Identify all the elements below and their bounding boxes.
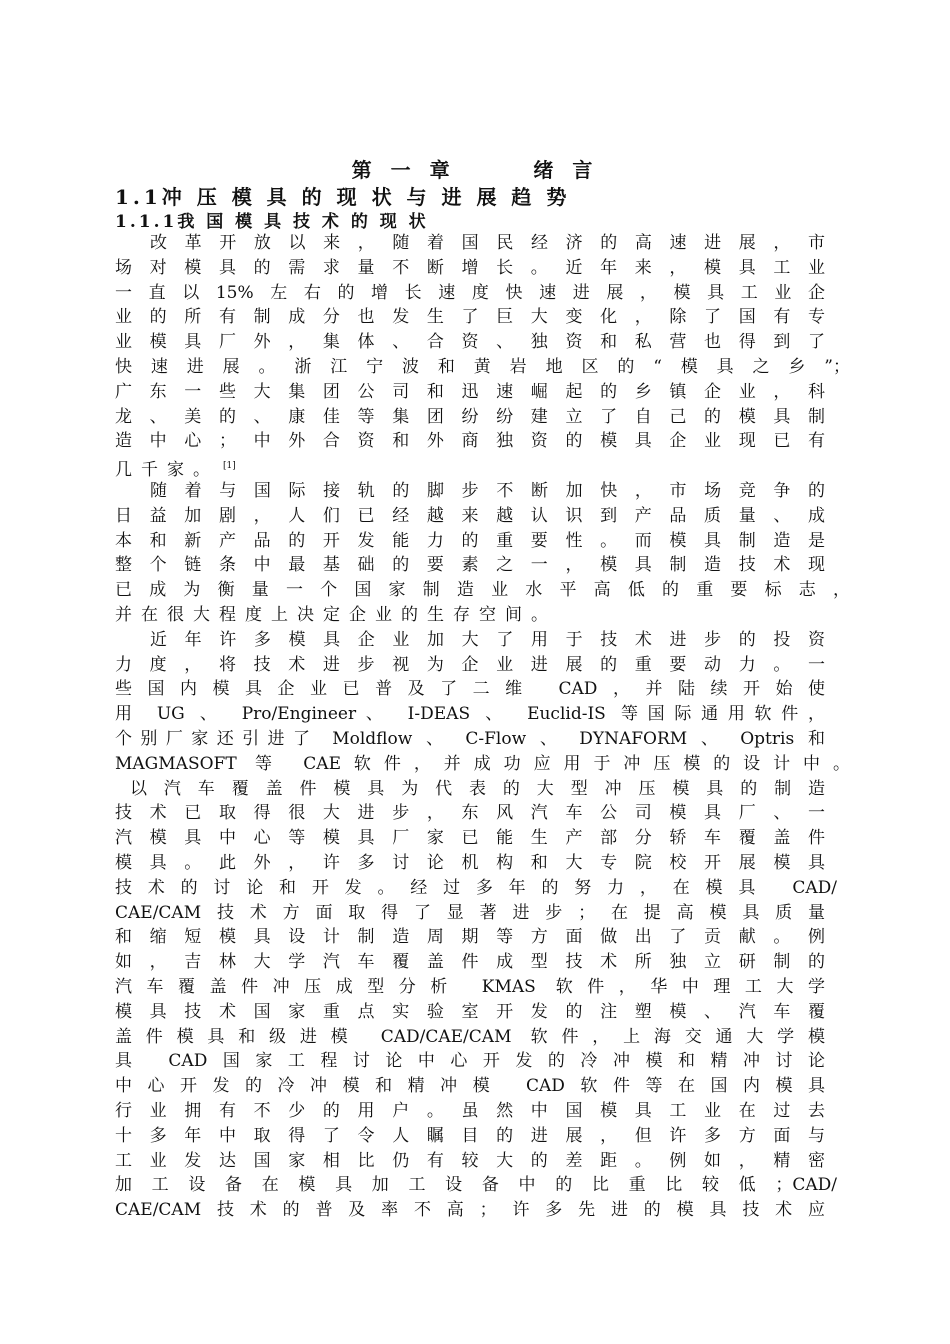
body-line: 业模具厂外，集体、合资、独资和私营也得到了 <box>115 332 825 352</box>
body-line: 和缩短模具设计制造周期等方面做出了贡献。例 <box>115 927 825 947</box>
body-line: 近年许多模具企业加大了用于技术进步的投资 <box>150 630 825 650</box>
body-line: 已成为衡量一个国家制造业水平高低的重要标志， <box>115 580 850 600</box>
body-line: 改革开放以来，随着国民经济的高速进展，市 <box>150 233 825 253</box>
body-line: 工业发达国家相比仍有较大的差距。例如，精密 <box>115 1151 825 1171</box>
body-line: 随着与国际接轨的脚步不断加快，市场竞争的 <box>150 481 825 501</box>
body-line: 用 UG 、 Pro/Engineer、 I-DEAS 、 Euclid-IS 等国际通用软件， <box>115 704 825 724</box>
body-line: MAGMASOFT 等 CAE软件，并成功应用于冲压模的设计中。 <box>115 754 850 774</box>
body-line: 力度，将技术进步视为企业进展的重要动力。一 <box>115 655 825 675</box>
body-line: 具 CAD国家工程讨论中心开发的冷冲模和精冲讨论 <box>115 1051 825 1071</box>
body-line: 技术已取得很大进步，东风汽车公司模具厂、一 <box>115 803 825 823</box>
body-line: 整个链条中最基础的要素之一，模具制造技术现 <box>115 555 825 575</box>
body-line: 盖件模具和级进模 CAD/CAE/CAM 软件，上海交通大学模 <box>115 1027 825 1047</box>
body-line: 十多年中取得了令人瞩目的进展，但许多方面与 <box>115 1126 825 1146</box>
body-line: 快速进展。浙江宁波和黄岩地区的“模具之乡”； <box>115 357 850 377</box>
body-line: CAE/CAM技术的普及率不高；许多先进的模具技术应 <box>115 1200 825 1220</box>
subsection-heading: 1.1.1我 国 模 具 技 术 的 现 状 <box>115 212 429 232</box>
body-line: CAE/CAM技术方面取得了显著进步；在提高模具质量 <box>115 903 825 923</box>
body-line: 汽车覆盖件冲压成型分析 KMAS 软件，华中理工大学 <box>115 977 825 997</box>
body-line: 业的所有制成分也发生了巨大变化，除了国有专 <box>115 307 825 327</box>
body-line: 行业拥有不少的用户。虽然中国模具工业在过去 <box>115 1101 825 1121</box>
body-line: 汽模具中心等模具厂家已能生产部分轿车覆盖件 <box>115 828 825 848</box>
body-line: 模具技术国家重点实验室开发的注塑模、汽车覆 <box>115 1002 825 1022</box>
body-line: 模具。此外，许多讨论机构和大专院校开展模具 <box>115 853 825 873</box>
body-line: 一直以15%左右的增长速度快速进展，模具工业企 <box>115 283 825 303</box>
body-line: 本和新产品的开发能力的重要性。而模具制造是 <box>115 531 825 551</box>
body-line-with-citation <box>115 454 825 479</box>
body-line: 加工设备在模具加工设备中的比重比较低；CAD/ <box>115 1175 837 1195</box>
body-line: 造中心；中外合资和外商独资的模具企业现已有 <box>115 431 825 451</box>
body-line: 龙、美的、康佳等集团纷纷建立了自己的模具制 <box>115 407 825 427</box>
chapter-title: 第 一 章 绪 言 <box>351 158 599 182</box>
body-line: 技术的讨论和开发。经过多年的努力，在模具 CAD/ <box>115 878 837 898</box>
body-line: 些国内模具企业已普及了二维 CAD，并陆续开始使 <box>115 679 825 699</box>
body-line: 广东一些大集团公司和迅速崛起的乡镇企业，科 <box>115 382 825 402</box>
body-line: 以汽车覆盖件模具为代表的大型冲压模具的制造 <box>130 779 825 799</box>
body-line: 中心开发的冷冲模和精冲模 CAD软件等在国内模具 <box>115 1076 825 1096</box>
citation-marker: [1] <box>223 461 236 471</box>
body-line: 场对模具的需求量不断增长。近年来，模具工业 <box>115 258 825 278</box>
body-line: 如，吉林大学汽车覆盖件成型技术所独立研制的 <box>115 952 825 972</box>
body-line-text: 几千家。 <box>115 460 219 480</box>
body-line: 个别厂家还引进了 Moldflow 、 C-Flow 、 DYNAFORM 、 Optris 和 <box>115 729 825 749</box>
body-line: 日益加剧，人们已经越来越认识到产品质量、成 <box>115 506 825 526</box>
section-heading: 1.1冲 压 模 具 的 现 状 与 进 展 趋 势 <box>115 185 571 209</box>
body-line: 并在很大程度上决定企业的生存空间。 <box>115 605 557 625</box>
